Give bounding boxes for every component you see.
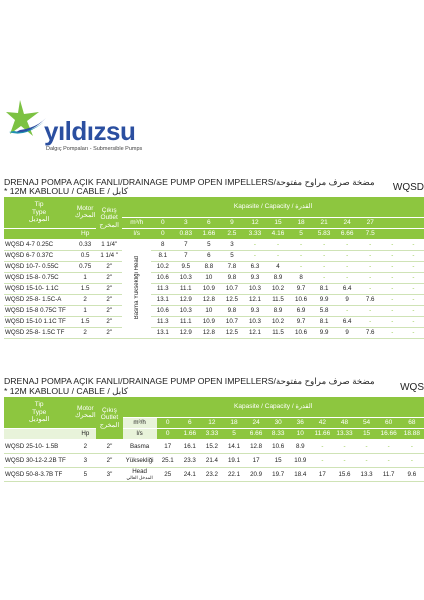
- head-value: 10.6: [151, 305, 174, 316]
- head-value: 12.9: [174, 327, 197, 338]
- pump-hp: 2: [74, 439, 96, 453]
- pump-type: WQSD 15-8- 0.75C: [4, 272, 74, 283]
- pump-outlet: 2": [96, 316, 122, 327]
- table1-ls-value: 4.16: [266, 228, 289, 239]
- table1-m3h-value: 27: [359, 217, 382, 228]
- table1-ls-value: 5.83: [313, 228, 336, 239]
- table2-ls-value: 15: [356, 428, 378, 439]
- head-value: -: [382, 305, 403, 316]
- table2-m3h-value: 36: [289, 417, 311, 428]
- head-value: -: [378, 453, 400, 467]
- head-value: 15.2: [201, 439, 223, 453]
- head-value: 22.1: [223, 467, 245, 481]
- head-value: 10.7: [220, 316, 243, 327]
- head-value: 10.2: [151, 261, 174, 272]
- head-value: 19.7: [267, 467, 289, 481]
- brand-logo: [6, 98, 156, 154]
- pump-outlet: 2": [96, 283, 122, 294]
- head-value: 17: [157, 439, 179, 453]
- table2-ls-value: 0: [157, 428, 179, 439]
- head-value: -: [359, 316, 382, 327]
- head-value: 25.1: [157, 453, 179, 467]
- head-label-cell: [122, 239, 151, 338]
- head-value: 10.3: [243, 316, 266, 327]
- head-value: 12.8: [197, 327, 220, 338]
- head-value: 10: [197, 305, 220, 316]
- head-value: 15.6: [333, 467, 355, 481]
- table2-m3h-value: 12: [201, 417, 223, 428]
- head-value: -: [266, 250, 289, 261]
- table1-unit-hp-spacer: [4, 228, 74, 239]
- header-type-tr: Tip: [34, 201, 44, 208]
- table2-unit-hp: Hp: [74, 428, 96, 439]
- head-value: 8.9: [266, 272, 289, 283]
- head-label-cell: Yüksekliği: [123, 453, 157, 467]
- head-value: 17: [245, 453, 267, 467]
- table1-ls-value: 7.5: [359, 228, 382, 239]
- table2-m3h-value: 0: [157, 417, 179, 428]
- table1-header-motor: [74, 197, 96, 228]
- head-value: 9.8: [220, 272, 243, 283]
- head-value: 7: [174, 250, 197, 261]
- pump-hp: 1.5: [74, 316, 96, 327]
- header-motor-tr: Motor: [77, 404, 94, 412]
- head-value: -: [313, 239, 336, 250]
- head-value: 8.9: [289, 439, 311, 453]
- table1-ls-value: -: [382, 228, 403, 239]
- head-value: -: [403, 316, 424, 327]
- pump-type: WQSD 25-10- 1.5B: [4, 439, 74, 453]
- head-value: -: [336, 261, 359, 272]
- table1-m3h-value: 24: [336, 217, 359, 228]
- table2-m3h-value: 60: [378, 417, 400, 428]
- head-value: 7.6: [359, 327, 382, 338]
- head-value: 19.1: [223, 453, 245, 467]
- pump-outlet: 2": [96, 439, 122, 453]
- head-value: 24.1: [179, 467, 201, 481]
- table2-m3h-value: 18: [223, 417, 245, 428]
- head-value: 20.9: [245, 467, 267, 481]
- table2-header-motor: [74, 397, 96, 428]
- table2-m3h-value: 54: [356, 417, 378, 428]
- head-value: 9.3: [243, 272, 266, 283]
- head-value: 6: [197, 250, 220, 261]
- head-value: -: [382, 327, 403, 338]
- head-value: -: [336, 239, 359, 250]
- head-value: 9.7: [290, 283, 313, 294]
- table1-ls-value: 2.5: [220, 228, 243, 239]
- table-row: [4, 327, 424, 338]
- head-value: 11.5: [266, 294, 289, 305]
- pump-outlet: 2": [96, 327, 122, 338]
- table1-ls-value: 0.83: [174, 228, 197, 239]
- table1-ls-value: 6.66: [336, 228, 359, 239]
- pump-outlet: 2": [96, 272, 122, 283]
- head-value: 8.9: [266, 305, 289, 316]
- head-value: -: [403, 294, 424, 305]
- table2-unit-hp-spacer: [4, 428, 74, 439]
- table2-ls-value: 5: [223, 428, 245, 439]
- head-value: -: [382, 250, 403, 261]
- head-value: -: [311, 453, 333, 467]
- head-value: 6.4: [336, 316, 359, 327]
- head-value: 21.4: [201, 453, 223, 467]
- pump-type: WQSD 25-8- 1.5C TF: [4, 327, 74, 338]
- head-value: -: [290, 261, 313, 272]
- table1-m3h-value: 18: [290, 217, 313, 228]
- table1-ls-value: -: [403, 228, 424, 239]
- head-value: -: [359, 261, 382, 272]
- head-value: -: [356, 453, 378, 467]
- head-value: 15: [267, 453, 289, 467]
- head-value: 10.3: [174, 305, 197, 316]
- pump-hp: 2: [74, 294, 96, 305]
- table1-header-outlet: [96, 197, 122, 239]
- table2-ls-value: 16.66: [378, 428, 400, 439]
- table2-capacity-label: Kapasite / Capacity / القدرة: [123, 397, 424, 417]
- table2-ls-value: 18.88: [400, 428, 424, 439]
- head-value: 10.9: [289, 453, 311, 467]
- pump-type: WQSD 15-8 0.75C TF: [4, 305, 74, 316]
- head-value: -: [403, 327, 424, 338]
- head-value: 8.1: [313, 316, 336, 327]
- head-value: 12.8: [245, 439, 267, 453]
- table-row: [4, 305, 424, 316]
- head-value: 12.9: [174, 294, 197, 305]
- table-row: [4, 439, 424, 453]
- head-value: -: [400, 453, 424, 467]
- table1-capacity-label: Kapasite / Capacity / القدرة: [122, 197, 424, 217]
- head-value: -: [359, 239, 382, 250]
- head-value: 10.6: [290, 294, 313, 305]
- pump-outlet: 3": [96, 467, 122, 481]
- head-value: 10.2: [266, 283, 289, 294]
- table1-m3h-value: 6: [197, 217, 220, 228]
- head-value: 13.3: [356, 467, 378, 481]
- table-row: [4, 261, 424, 272]
- pump-type: WQSD 50-8-3.7B TF: [4, 467, 74, 481]
- head-value: 12.5: [220, 294, 243, 305]
- header-outlet-tr: Çıkış: [102, 406, 117, 414]
- table2-m3h-value: 48: [333, 417, 355, 428]
- table2: [4, 397, 424, 482]
- pump-type: WQSD 10-7- 0.55C: [4, 261, 74, 272]
- head-value: 11.1: [174, 316, 197, 327]
- head-value: 6.3: [243, 261, 266, 272]
- head-value: -: [382, 272, 403, 283]
- table1-ls-value: 3.33: [243, 228, 266, 239]
- header-outlet-en: Outlet: [100, 214, 118, 221]
- head-value: 3: [220, 239, 243, 250]
- header-outlet-en: Outlet: [100, 414, 119, 421]
- head-value: -: [243, 239, 266, 250]
- head-value: -: [313, 272, 336, 283]
- head-value: 23.3: [179, 453, 201, 467]
- head-value: 12.8: [197, 294, 220, 305]
- pump-hp: 5: [74, 467, 96, 481]
- head-value: 17: [311, 467, 333, 481]
- table-row: [4, 453, 424, 467]
- head-value: 12.1: [243, 327, 266, 338]
- head-value: 8: [151, 239, 174, 250]
- pump-outlet: 2": [96, 453, 122, 467]
- pump-hp: 1.5: [74, 283, 96, 294]
- pump-hp: 0.33: [74, 239, 96, 250]
- pump-outlet: 1 1/4 ": [96, 250, 122, 261]
- table2-m3h-value: 6: [179, 417, 201, 428]
- table1-m3h-value: 15: [266, 217, 289, 228]
- head-value: 9.8: [220, 305, 243, 316]
- header-type-en: Type: [32, 208, 47, 216]
- head-value: 18.4: [289, 467, 311, 481]
- head-value: -: [403, 250, 424, 261]
- table2-subtitle: * 12M KABLOLU / CABLE / كابل: [4, 386, 128, 396]
- header-type-ar: الموديل: [28, 216, 50, 223]
- table1-m3h-value: -: [382, 217, 403, 228]
- head-value: -: [378, 439, 400, 453]
- table1-title: DRENAJ POMPA AÇIK FANLI/DRAINAGE PUMP OPEN IMPELLERS/مضخة صرف مراوح مفتوحة: [4, 177, 375, 187]
- pump-outlet: 2": [96, 305, 122, 316]
- table2-ls-value: 3.33: [201, 428, 223, 439]
- head-value: 8.8: [197, 261, 220, 272]
- head-value: -: [336, 305, 359, 316]
- head-label: Basma Yüksekliği Head: [133, 255, 140, 320]
- head-label-ar: المدخل العالي: [126, 475, 153, 480]
- head-value: 9.7: [290, 316, 313, 327]
- table-row: [4, 467, 424, 481]
- head-value: 13.1: [151, 294, 174, 305]
- head-value: 10.2: [266, 316, 289, 327]
- head-value: -: [403, 261, 424, 272]
- table2-title: DRENAJ POMPA AÇIK FANLI/DRAINAGE PUMP OPEN IMPELLERS/مضخة صرف مراوح مفتوحة: [4, 376, 375, 386]
- table-row: [4, 283, 424, 294]
- head-value: 8.1: [151, 250, 174, 261]
- head-value: 5: [220, 250, 243, 261]
- table2-header-outlet: [96, 397, 122, 439]
- head-value: 12.5: [220, 327, 243, 338]
- head-value: 7.6: [359, 294, 382, 305]
- head-value: 25: [157, 467, 179, 481]
- pump-type: WQSD 30-12-2.2B TF: [4, 453, 74, 467]
- table1-ls-value: 0: [151, 228, 174, 239]
- table2-ls-value: 6.66: [245, 428, 267, 439]
- head-value: 11.3: [151, 283, 174, 294]
- header-motor-ar: المحرك: [74, 212, 96, 220]
- head-value: -: [382, 283, 403, 294]
- pump-outlet: 2": [96, 261, 122, 272]
- header-type-tr: Tip: [34, 401, 44, 408]
- head-value: -: [359, 250, 382, 261]
- pump-type: WQSD 4-7 0.25C: [4, 239, 74, 250]
- head-value: 6.4: [336, 283, 359, 294]
- pump-hp: 2: [74, 327, 96, 338]
- table1-m3h-value: 0: [151, 217, 174, 228]
- head-value: 10.9: [197, 316, 220, 327]
- head-value: -: [311, 439, 333, 453]
- table2-m3h-value: 42: [311, 417, 333, 428]
- head-value: -: [290, 250, 313, 261]
- header-type-ar: الموديل: [28, 416, 50, 423]
- pump-hp: 3: [74, 453, 96, 467]
- pump-type: WQSD 6-7 0.37C: [4, 250, 74, 261]
- table2-m3h-value: 30: [267, 417, 289, 428]
- table2-header-type: [4, 397, 74, 428]
- head-value: -: [333, 439, 355, 453]
- table2-ls-value: 1.66: [179, 428, 201, 439]
- head-label-cell: Head المدخل العالي: [123, 467, 157, 481]
- table1-m3h-value: 21: [313, 217, 336, 228]
- table-row: [4, 272, 424, 283]
- table1-unit-m3h: m³/h: [122, 217, 151, 228]
- head-value: -: [403, 305, 424, 316]
- head-value: -: [359, 272, 382, 283]
- head-value: 5: [197, 239, 220, 250]
- head-value: -: [266, 239, 289, 250]
- head-value: 5.8: [313, 305, 336, 316]
- head-value: -: [403, 239, 424, 250]
- head-value: -: [336, 250, 359, 261]
- head-value: 10.9: [197, 283, 220, 294]
- header-outlet-ar: المخرج: [99, 421, 120, 429]
- pump-hp: 0.75: [74, 261, 96, 272]
- head-value: 16.1: [179, 439, 201, 453]
- head-value: -: [403, 272, 424, 283]
- brand-tagline: Dalgıç Pompaları - Submersible Pumps: [46, 146, 143, 152]
- pump-hp: 1: [74, 272, 96, 283]
- head-value: 10: [197, 272, 220, 283]
- head-value: 11.3: [151, 316, 174, 327]
- pump-outlet: 2": [96, 294, 122, 305]
- head-value: 7: [174, 239, 197, 250]
- table1: [4, 197, 424, 339]
- table2-ls-value: 11.66: [311, 428, 333, 439]
- head-value: 9.5: [174, 261, 197, 272]
- head-value: 9: [336, 327, 359, 338]
- head-value: 11.5: [266, 327, 289, 338]
- table2-ls-value: 13.33: [333, 428, 355, 439]
- head-value: 10.7: [220, 283, 243, 294]
- header-motor-ar: المحرك: [75, 412, 96, 420]
- head-value: 8.1: [313, 283, 336, 294]
- header-motor-tr: Motor: [76, 204, 94, 212]
- head-value: 13.1: [151, 327, 174, 338]
- table1-m3h-value: 12: [243, 217, 266, 228]
- head-value: -: [333, 453, 355, 467]
- head-value: -: [243, 250, 266, 261]
- table1-unit-hp: Hp: [74, 228, 96, 239]
- table1-subtitle: * 12M KABLOLU / CABLE / كابل: [4, 186, 128, 196]
- table-row: [4, 316, 424, 327]
- pump-hp: 0.5: [74, 250, 96, 261]
- table2-unit-ls: l/s: [123, 428, 157, 439]
- head-value: -: [290, 239, 313, 250]
- table2-m3h-value: 24: [245, 417, 267, 428]
- head-value: -: [356, 439, 378, 453]
- head-value: -: [382, 261, 403, 272]
- head-value: -: [359, 283, 382, 294]
- head-value: -: [313, 250, 336, 261]
- brand-name: yıldızsu: [44, 116, 136, 146]
- head-value: 9.3: [243, 305, 266, 316]
- pump-type: WQSD 15-10- 1.1C: [4, 283, 74, 294]
- head-value: -: [313, 261, 336, 272]
- table1-ls-value: 5: [290, 228, 313, 239]
- head-value: -: [382, 294, 403, 305]
- table1-m3h-value: 9: [220, 217, 243, 228]
- head-value: 12.1: [243, 294, 266, 305]
- head-value: 10.6: [290, 327, 313, 338]
- head-value: -: [359, 305, 382, 316]
- pump-type: WQSD 25-8- 1.5C-A: [4, 294, 74, 305]
- table-row: [4, 294, 424, 305]
- head-value: 9.9: [313, 327, 336, 338]
- header-type-en: Type: [32, 408, 47, 416]
- table1-m3h-value: -: [403, 217, 424, 228]
- head-value: -: [403, 283, 424, 294]
- table1-code: WQSD: [392, 182, 424, 193]
- table-row: [4, 250, 424, 261]
- table2-m3h-value: 68: [400, 417, 424, 428]
- head-value: 11.7: [378, 467, 400, 481]
- head-value: 9: [336, 294, 359, 305]
- head-label-cell: Basma: [123, 439, 157, 453]
- table2-code: WQS: [400, 382, 424, 393]
- header-outlet-tr: Çıkış: [101, 206, 117, 214]
- table2-unit-m3h: m³/h: [123, 417, 157, 428]
- head-value: 10.6: [151, 272, 174, 283]
- table2-ls-value: 8.33: [267, 428, 289, 439]
- header-outlet-ar: المخرج: [99, 221, 119, 229]
- head-value: -: [336, 272, 359, 283]
- head-value: 9.9: [313, 294, 336, 305]
- head-value: 7.8: [220, 261, 243, 272]
- head-value: 9.6: [400, 467, 424, 481]
- table1-ls-value: 1.66: [197, 228, 220, 239]
- table1-unit-ls: l/s: [122, 228, 151, 239]
- table-row: [4, 239, 424, 250]
- head-value: 11.1: [174, 283, 197, 294]
- head-value: 10.3: [174, 272, 197, 283]
- head-value: 10.6: [267, 439, 289, 453]
- table1-m3h-value: 3: [174, 217, 197, 228]
- head-value: -: [382, 316, 403, 327]
- pump-hp: 1: [74, 305, 96, 316]
- head-value: 23.2: [201, 467, 223, 481]
- pump-type: WQSD 15-10 1.1C TF: [4, 316, 74, 327]
- head-value: 8: [290, 272, 313, 283]
- head-value: -: [400, 439, 424, 453]
- pump-outlet: 1 1/4": [96, 239, 122, 250]
- head-value: -: [382, 239, 403, 250]
- head-value: 4: [266, 261, 289, 272]
- head-value: 14.1: [223, 439, 245, 453]
- head-value: 10.3: [243, 283, 266, 294]
- head-value: 6.9: [290, 305, 313, 316]
- table1-header-type: [4, 197, 74, 228]
- table2-ls-value: 10: [289, 428, 311, 439]
